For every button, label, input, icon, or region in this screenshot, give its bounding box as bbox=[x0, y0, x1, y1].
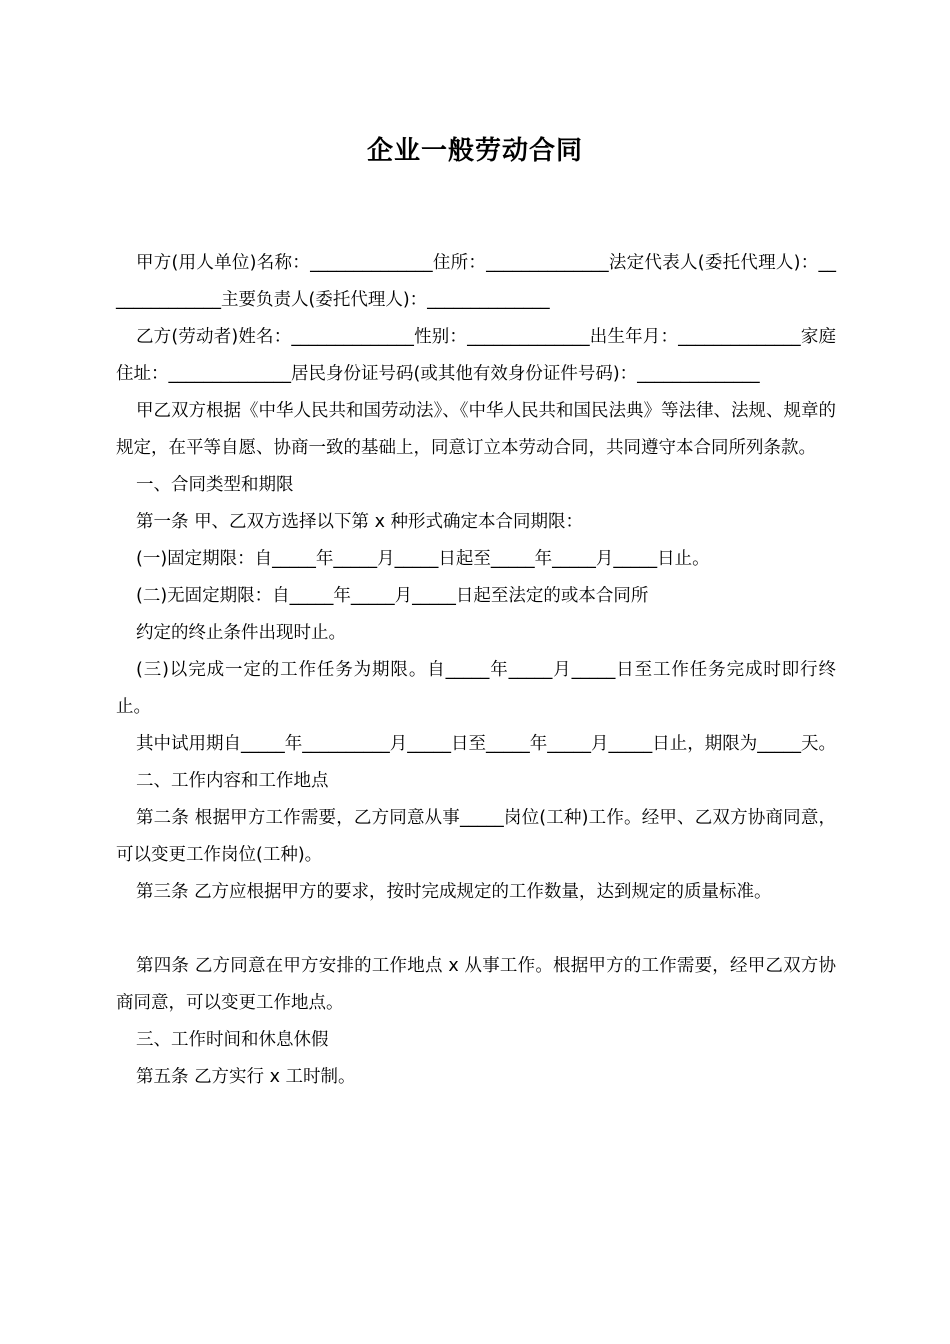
section-heading-1: 一、合同类型和期限 bbox=[136, 475, 294, 495]
article-1-option-3: (三)以完成一定的工作任务为期限。自_____年_____月_____日至工作任务完成时即行终止。 bbox=[116, 660, 836, 717]
party-b-info: 乙方(劳动者)姓名：______________性别：______________出生年月：______________家庭住址：______________居民身份证号码(或其他有效身份证件号码)：______________ bbox=[116, 327, 836, 384]
article-2: 第二条 根据甲方工作需要，乙方同意从事_____岗位(工种)工作。经甲、乙双方协商同意，可以变更工作岗位(工种)。 bbox=[116, 808, 836, 865]
section-heading-2: 二、工作内容和工作地点 bbox=[136, 771, 329, 791]
article-1-option-1: (一)固定期限：自_____年_____月_____日起至_____年_____月_____日止。 bbox=[136, 549, 710, 569]
section-heading-3: 三、工作时间和休息休假 bbox=[136, 1030, 329, 1050]
article-1-option-2: (二)无固定期限：自_____年_____月_____日起至法定的或本合同所 bbox=[136, 586, 649, 606]
preamble: 甲乙双方根据《中华人民共和国劳动法》、《中华人民共和国民法典》等法律、法规、规章的规定，在平等自愿、协商一致的基础上，同意订立本劳动合同，共同遵守本合同所列条款。 bbox=[116, 401, 836, 458]
article-5: 第五条 乙方实行 x 工时制。 bbox=[136, 1067, 356, 1087]
probation-period: 其中试用期自_____年__________月_____日至_____年_____月_____日止，期限为_____天。 bbox=[136, 734, 836, 754]
article-1: 第一条 甲、乙双方选择以下第 x 种形式确定本合同期限： bbox=[136, 512, 584, 532]
article-1-option-2-cont: 约定的终止条件出现时止。 bbox=[136, 623, 346, 643]
document-title: 企业一般劳动合同 bbox=[366, 136, 583, 166]
article-3: 第三条 乙方应根据甲方的要求，按时完成规定的工作数量，达到规定的质量标准。 bbox=[136, 882, 772, 902]
party-a-info: 甲方(用人单位)名称：______________住所：______________法定代表人(委托代理人)：______________主要负责人(委托代理人)：______________ bbox=[116, 253, 836, 310]
article-4: 第四条 乙方同意在甲方安排的工作地点 x 从事工作。根据甲方的工作需要，经甲乙双方协商同意，可以变更工作地点。 bbox=[116, 956, 836, 1013]
document-body bbox=[116, 245, 836, 1096]
paragraph-gap bbox=[116, 911, 836, 948]
